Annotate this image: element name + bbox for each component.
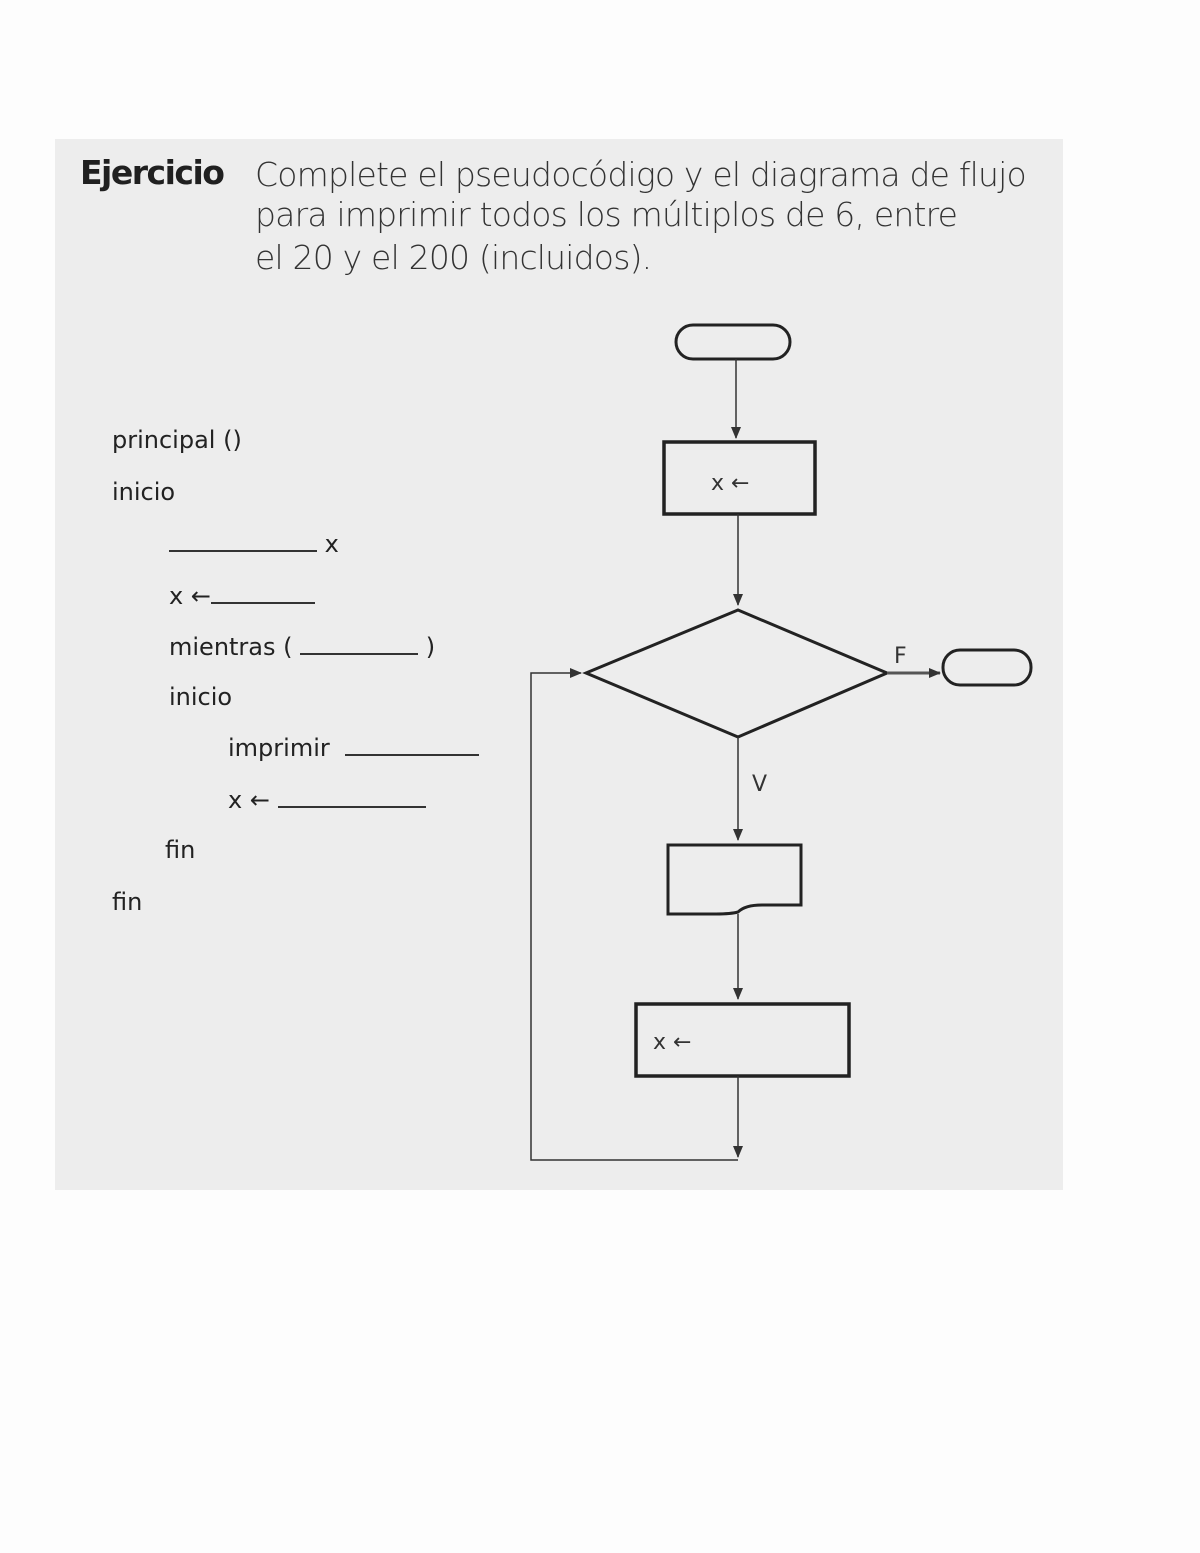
statement-line-3: el 20 y el 200 (incluidos). <box>255 238 652 277</box>
decision-diamond[interactable] <box>586 610 887 737</box>
false-label: F <box>894 644 907 669</box>
statement-line-1: Complete el pseudocódigo y el diagrama de flujo <box>255 155 1026 194</box>
code-update-label: x ← <box>228 786 270 814</box>
update-box-label: x ← <box>653 1030 692 1055</box>
code-declare-var: x <box>324 530 339 558</box>
code-inner-begin: inicio <box>169 683 233 711</box>
code-begin: inicio <box>112 478 176 506</box>
init-box-label: x ← <box>711 471 750 496</box>
code-assign-label: x ← <box>169 582 211 610</box>
code-while-close: ) <box>425 633 436 661</box>
print-document-shape[interactable] <box>668 845 801 914</box>
statement-line-2: para imprimir todos los múltiplos de 6, entre <box>255 195 958 234</box>
code-while-label: mientras ( <box>169 633 293 661</box>
start-terminal[interactable] <box>676 325 790 359</box>
code-header: principal () <box>112 426 242 454</box>
loop-back-arrow <box>531 673 738 1160</box>
true-label: V <box>752 772 768 797</box>
exercise-label: Ejercicio <box>80 153 224 192</box>
code-inner-end: fin <box>165 836 196 864</box>
code-print-label: imprimir <box>228 734 330 762</box>
code-end: fin <box>112 888 143 916</box>
end-terminal[interactable] <box>943 650 1031 685</box>
